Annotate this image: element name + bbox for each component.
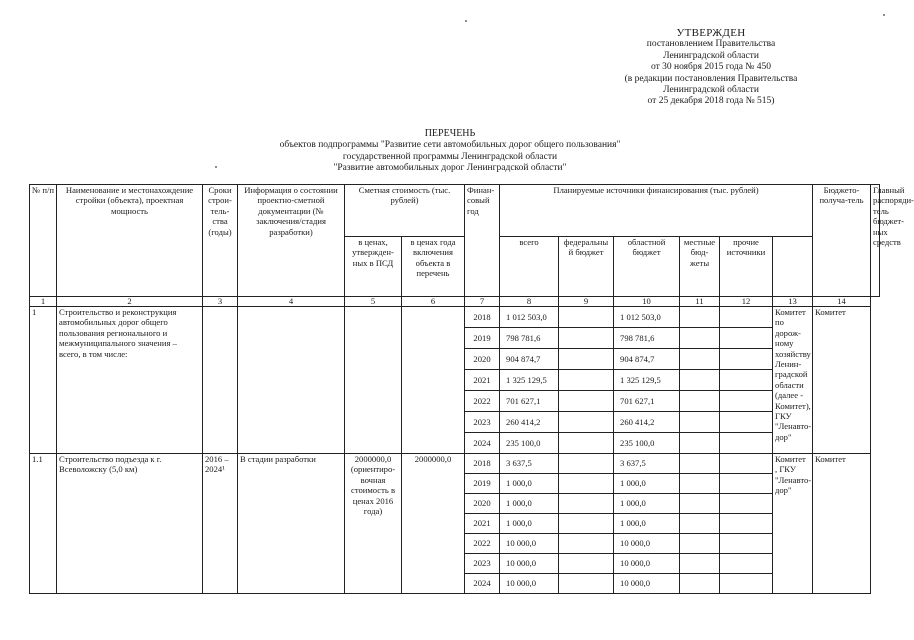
column-number: 14 xyxy=(813,297,871,307)
amount-regional: 1 000,0 xyxy=(614,494,680,514)
amount-federal xyxy=(559,574,614,594)
fin-year: 2024 xyxy=(465,574,500,594)
table-row xyxy=(30,307,880,328)
amount-regional: 3 637,5 xyxy=(614,454,680,474)
amount-regional: 1 000,0 xyxy=(614,474,680,494)
amount-regional: 1 000,0 xyxy=(614,514,680,534)
column-number: 11 xyxy=(680,297,720,307)
amount-regional: 701 627,1 xyxy=(614,391,680,412)
header-cost-included: в ценах года включения объекта в перечень xyxy=(402,237,465,297)
column-number: 2 xyxy=(57,297,203,307)
amount-federal xyxy=(559,307,614,328)
column-number: 9 xyxy=(559,297,614,307)
amount-total: 1 325 129,5 xyxy=(500,370,559,391)
scan-speck xyxy=(883,14,885,16)
approval-line: Ленинградской области xyxy=(663,50,759,61)
header-row xyxy=(30,185,880,237)
fin-year: 2021 xyxy=(465,514,500,534)
scan-speck xyxy=(465,20,467,22)
budget-manager: Комитет xyxy=(813,307,871,454)
header-local: местные бюд-жеты xyxy=(680,237,720,297)
fin-year: 2020 xyxy=(465,494,500,514)
title-line: "Развитие автомобильных дорог Ленинградской области" xyxy=(333,163,567,174)
amount-local xyxy=(680,514,720,534)
header-name: Наименование и местонахождение стройки (объекта), проектная мощность xyxy=(57,185,203,297)
header-fin-year: Финан-совый год xyxy=(465,185,500,297)
amount-other xyxy=(720,412,773,433)
amount-total: 10 000,0 xyxy=(500,554,559,574)
amount-local xyxy=(680,574,720,594)
approval-stamp xyxy=(600,28,822,108)
column-number-row xyxy=(30,297,880,307)
amount-regional: 1 325 129,5 xyxy=(614,370,680,391)
column-number: 4 xyxy=(238,297,345,307)
amount-local xyxy=(680,328,720,349)
amount-regional: 10 000,0 xyxy=(614,534,680,554)
header-other: прочие источники xyxy=(720,237,773,297)
column-number: 10 xyxy=(614,297,680,307)
amount-local xyxy=(680,412,720,433)
cost-included xyxy=(402,307,465,454)
object-name: Строительство и реконструкция автомобильных дорог общего пользования регионального и межмуниципального значения – всего, в том числе: xyxy=(57,307,203,454)
amount-local xyxy=(680,433,720,454)
cost-included: 2000000,0 xyxy=(402,454,465,594)
header-federal: федеральны й бюджет xyxy=(559,237,614,297)
amount-local xyxy=(680,474,720,494)
fin-year: 2019 xyxy=(465,474,500,494)
cost-approved: 2000000,0 (ориентиро-вочная стоимость в ценах 2016 года) xyxy=(345,454,402,594)
amount-other xyxy=(720,454,773,474)
fin-year: 2020 xyxy=(465,349,500,370)
object-name: Строительство подъезда к г. Всеволожску (5,0 км) xyxy=(57,454,203,594)
amount-total: 10 000,0 xyxy=(500,574,559,594)
column-number: 3 xyxy=(203,297,238,307)
budget-manager: Комитет xyxy=(813,454,871,594)
amount-regional: 260 414,2 xyxy=(614,412,680,433)
amount-other xyxy=(720,574,773,594)
title-line: государственной программы Ленинградской области xyxy=(342,151,558,162)
amount-total: 10 000,0 xyxy=(500,534,559,554)
column-number: 8 xyxy=(500,297,559,307)
approval-line: от 25 декабря 2018 года № 515) xyxy=(647,96,775,107)
amount-local xyxy=(680,554,720,574)
amount-total: 260 414,2 xyxy=(500,412,559,433)
amount-total: 235 100,0 xyxy=(500,433,559,454)
amount-federal xyxy=(559,514,614,534)
column-number: 6 xyxy=(402,297,465,307)
row-num: 1.1 xyxy=(30,454,57,594)
amount-federal xyxy=(559,391,614,412)
amount-local xyxy=(680,370,720,391)
fin-year: 2018 xyxy=(465,307,500,328)
amount-other xyxy=(720,474,773,494)
construction-term: 2016 – 2024¹ xyxy=(203,454,238,594)
amount-federal xyxy=(559,454,614,474)
amount-total: 1 000,0 xyxy=(500,494,559,514)
amount-regional: 798 781,6 xyxy=(614,328,680,349)
amount-federal xyxy=(559,494,614,514)
table-row xyxy=(30,454,880,474)
column-number: 1 xyxy=(30,297,57,307)
docs-status: В стадии разработки xyxy=(238,454,345,594)
fin-year: 2023 xyxy=(465,554,500,574)
amount-federal xyxy=(559,474,614,494)
fin-year: 2019 xyxy=(465,328,500,349)
amount-regional: 1 012 503,0 xyxy=(614,307,680,328)
amount-total: 701 627,1 xyxy=(500,391,559,412)
fin-year: 2022 xyxy=(465,391,500,412)
budget-recipient: Комитет по дорож-ному хозяйству Ленин-градской области (далее - Комитет), ГКУ "Ленавто-дор" xyxy=(773,307,813,454)
amount-local xyxy=(680,494,720,514)
title-heading: ПЕРЕЧЕНЬ xyxy=(424,128,476,139)
approval-line: (в редакции постановления Правительства xyxy=(624,73,798,84)
amount-total: 3 637,5 xyxy=(500,454,559,474)
amount-other xyxy=(720,433,773,454)
row-num: 1 xyxy=(30,307,57,454)
amount-local xyxy=(680,534,720,554)
document-title xyxy=(250,128,650,175)
amount-regional: 10 000,0 xyxy=(614,574,680,594)
amount-regional: 10 000,0 xyxy=(614,554,680,574)
amount-other xyxy=(720,534,773,554)
header-total: всего xyxy=(500,237,559,297)
amount-other xyxy=(720,328,773,349)
amount-other xyxy=(720,349,773,370)
approval-line: постановлением Правительства xyxy=(646,39,776,50)
amount-federal xyxy=(559,433,614,454)
header-docs: Информация о состоянии проектно-сметной документации (№ заключения/стадия разработки) xyxy=(238,185,345,297)
fin-year: 2024 xyxy=(465,433,500,454)
amount-federal xyxy=(559,554,614,574)
approval-line: от 30 ноября 2015 года № 450 xyxy=(650,62,771,73)
objects-table xyxy=(29,184,914,594)
header-manager: Главный распоряди-тель бюджет-ных средств xyxy=(871,185,880,297)
header-num: № п/п xyxy=(30,185,57,297)
amount-local xyxy=(680,349,720,370)
amount-federal xyxy=(559,412,614,433)
header-recipient: Бюджето-получа-тель xyxy=(813,185,871,297)
title-line: объектов подпрограммы "Развитие сети автомобильных дорог общего пользования" xyxy=(279,139,621,150)
amount-federal xyxy=(559,349,614,370)
amount-local xyxy=(680,307,720,328)
docs-status xyxy=(238,307,345,454)
amount-federal xyxy=(559,370,614,391)
amount-total: 1 012 503,0 xyxy=(500,307,559,328)
approval-heading: УТВЕРЖДЕН xyxy=(676,27,746,39)
fin-year: 2021 xyxy=(465,370,500,391)
amount-local xyxy=(680,391,720,412)
column-number: 5 xyxy=(345,297,402,307)
amount-federal xyxy=(559,534,614,554)
amount-total: 904 874,7 xyxy=(500,349,559,370)
cost-approved xyxy=(345,307,402,454)
amount-other xyxy=(720,554,773,574)
scan-speck xyxy=(215,166,217,168)
construction-term xyxy=(203,307,238,454)
amount-other xyxy=(720,370,773,391)
fin-year: 2018 xyxy=(465,454,500,474)
amount-regional: 235 100,0 xyxy=(614,433,680,454)
amount-total: 1 000,0 xyxy=(500,474,559,494)
fin-year: 2022 xyxy=(465,534,500,554)
amount-total: 798 781,6 xyxy=(500,328,559,349)
amount-other xyxy=(720,391,773,412)
amount-local xyxy=(680,454,720,474)
header-term: Сроки строи-тель-ства (годы) xyxy=(203,185,238,297)
header-cost-group: Сметная стоимость (тыс. рублей) xyxy=(345,185,465,237)
amount-federal xyxy=(559,328,614,349)
approval-line: Ленинградской области xyxy=(663,85,759,96)
amount-other xyxy=(720,307,773,328)
budget-recipient: Комитет , ГКУ "Ленавто-дор" xyxy=(773,454,813,594)
fin-year: 2023 xyxy=(465,412,500,433)
amount-other xyxy=(720,494,773,514)
header-sources-group: Планируемые источники финансирования (тыс. рублей) xyxy=(500,185,813,237)
amount-regional: 904 874,7 xyxy=(614,349,680,370)
column-number: 7 xyxy=(465,297,500,307)
column-number: 12 xyxy=(720,297,773,307)
column-number: 13 xyxy=(773,297,813,307)
header-regional: областной бюджет xyxy=(614,237,680,297)
header-cost-approved: в ценах, утвержден-ных в ПСД xyxy=(345,237,402,297)
amount-total: 1 000,0 xyxy=(500,514,559,534)
amount-other xyxy=(720,514,773,534)
